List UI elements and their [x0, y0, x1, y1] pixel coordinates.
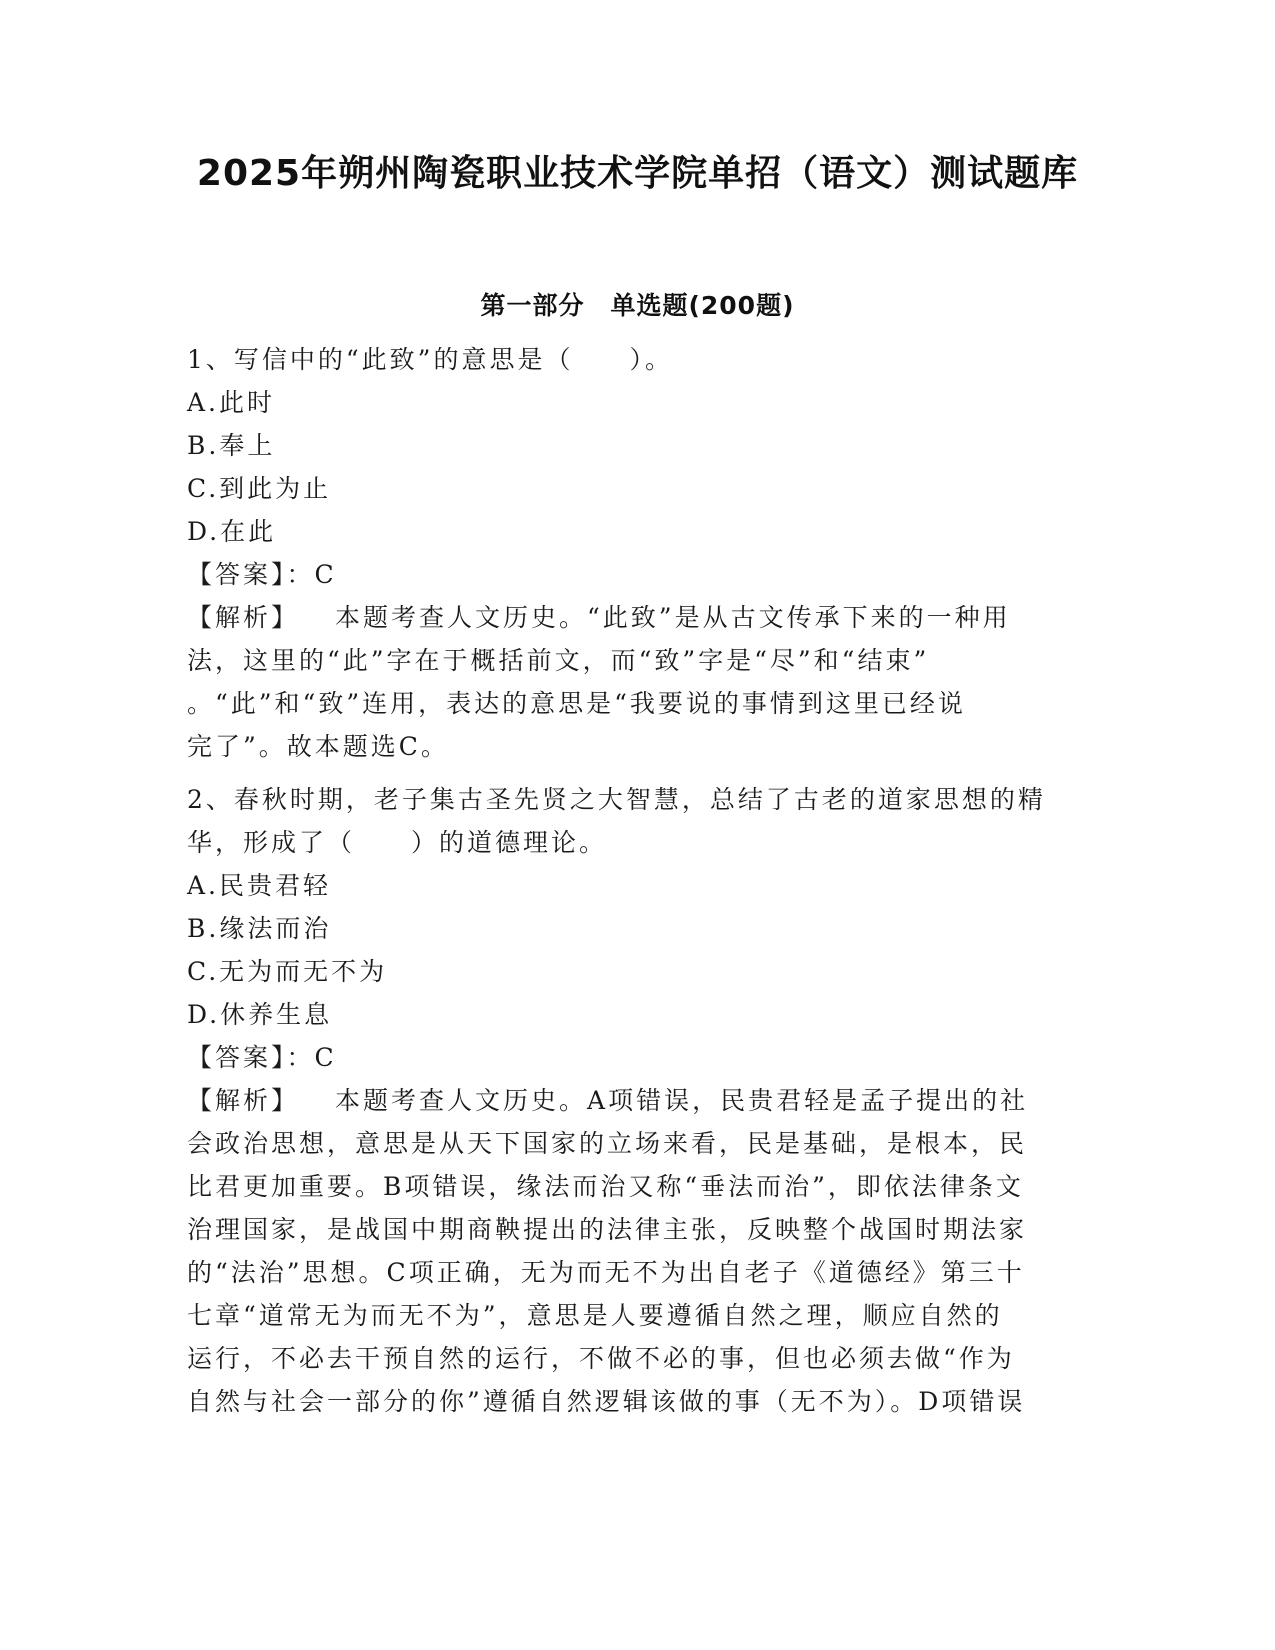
- analysis-text: 法，这里的“此”字在于概括前文，而“致”字是“尽”和“结束”: [187, 646, 930, 675]
- question-list: [187, 338, 1077, 1423]
- question-stem: 华，形成了（ ）的道德理论。: [187, 828, 608, 857]
- answer-value: C: [314, 560, 337, 589]
- question-2: [187, 778, 1077, 1423]
- analysis-text: 治理国家，是战国中期商鞅提出的法律主张，反映整个战国时期法家: [187, 1215, 1028, 1244]
- answer-label: 【答案】：: [187, 560, 315, 589]
- answer-line: [187, 1036, 1077, 1079]
- option-c: C.无为而无不为: [187, 957, 388, 986]
- analysis-text: 的“法治”思想。C项正确，无为而无不为出自老子《道德经》第三十: [187, 1258, 1025, 1287]
- analysis-text: 会政治思想，意思是从天下国家的立场来看，民是基础，是根本，民: [187, 1129, 1028, 1158]
- analysis-line: [187, 1079, 1077, 1122]
- analysis-text: 七章“道常无为而无不为”，意思是人要遵循自然之理，顺应自然的: [187, 1301, 1003, 1330]
- analysis-line: [187, 596, 1077, 639]
- answer-line: [187, 553, 1077, 596]
- option-a: A.此时: [187, 388, 276, 417]
- option-b: B.缘法而治: [187, 914, 332, 943]
- analysis-text: 本题考查人文历史。“此致”是从古文传承下来的一种用: [335, 603, 1011, 632]
- analysis-text: 完了”。故本题选C。: [187, 732, 449, 761]
- answer-value: C: [314, 1043, 337, 1072]
- analysis-text: 自然与社会一部分的你”遵循自然逻辑该做的事（无不为）。D项错误: [187, 1387, 1026, 1416]
- analysis-text: 比君更加重要。B项错误，缘法而治又称“垂法而治”，即依法律条文: [187, 1172, 1024, 1201]
- question-1: [187, 338, 1077, 768]
- option-b: B.奉上: [187, 431, 276, 460]
- analysis-label: 【解析】: [187, 1086, 300, 1115]
- analysis-text: 运行，不必去干预自然的运行，不做不必的事，但也必须去做“作为: [187, 1344, 1015, 1373]
- option-c: C.到此为止: [187, 474, 332, 503]
- question-stem: 1、写信中的“此致”的意思是（ ）。: [187, 345, 673, 374]
- option-d: D.休养生息: [187, 1000, 333, 1029]
- analysis-text: 。“此”和“致”连用，表达的意思是“我要说的事情到这里已经说: [187, 689, 966, 718]
- question-stem: 2、春秋时期，老子集古圣先贤之大智慧，总结了古老的道家思想的精: [187, 785, 1046, 814]
- section-heading: 第一部分 单选题(200题): [480, 291, 795, 320]
- option-d: D.在此: [187, 517, 277, 546]
- answer-label: 【答案】：: [187, 1043, 315, 1072]
- document-title: 2025年朔州陶瓷职业技术学院单招（语文）测试题库: [196, 153, 1079, 194]
- analysis-label: 【解析】: [187, 603, 300, 632]
- analysis-text: 本题考查人文历史。A项错误，民贵君轻是孟子提出的社: [335, 1086, 1029, 1115]
- option-a: A.民贵君轻: [187, 871, 332, 900]
